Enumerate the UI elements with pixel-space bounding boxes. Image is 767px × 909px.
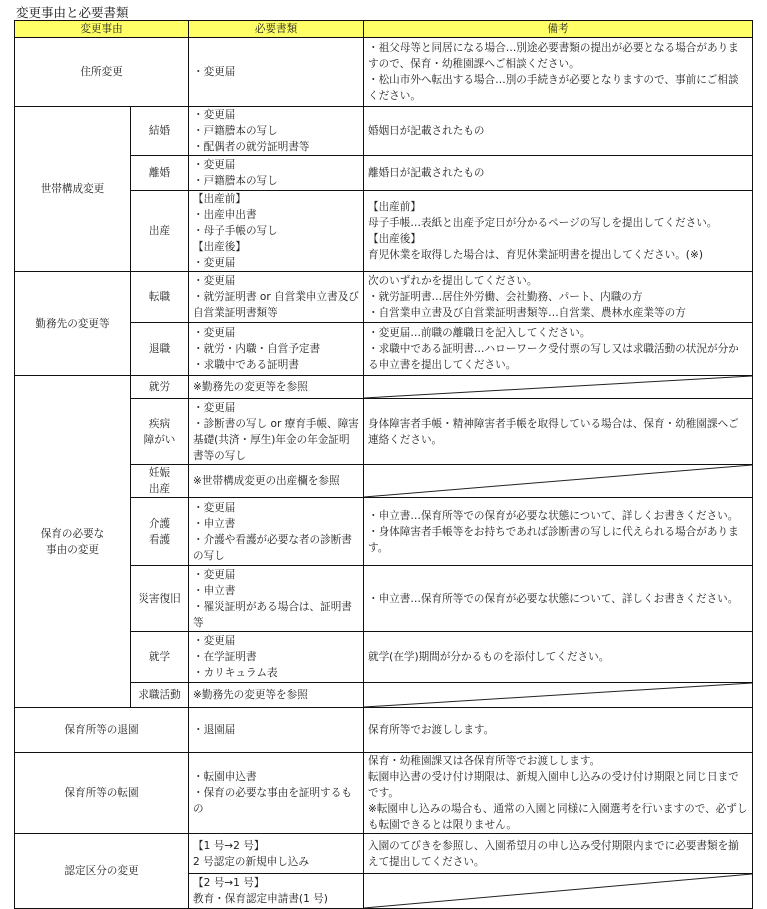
sub-reason-cell: 就学 [131, 632, 189, 683]
documents-cell [189, 834, 364, 874]
documents-cell [189, 399, 364, 465]
document-item: ・就労証明書 or 自営業申立書及び自営業証明書類等 [193, 291, 359, 319]
notes-cell [364, 272, 753, 323]
document-item: ・変更届 [193, 109, 236, 121]
sub-reason-cell: 就労 [131, 376, 189, 399]
table-row-transfer [15, 753, 753, 834]
document-item: ・変更届 [193, 501, 236, 514]
reason-cell: 世帯構成変更 [15, 107, 131, 272]
documents-cell [189, 191, 364, 272]
note-item: ・申立書…保育所等での保育が必要な状態について、詳しくお書きください。 [368, 592, 739, 605]
documents-cell [189, 632, 364, 683]
document-item: ・変更届 [193, 635, 236, 647]
notes-cell-empty [364, 376, 753, 399]
document-item: ※世帯構成変更の出産欄を参照 [193, 475, 340, 487]
document-item: 2 号認定の新規申し込み [193, 855, 310, 868]
note-item: 婚姻日が記載されたもの [368, 125, 485, 137]
document-item: ・変更届 [193, 401, 236, 414]
documents-cell [189, 376, 364, 399]
document-item: 【2 号→1 号】 [193, 877, 265, 889]
sub-reason-line: 介護 [148, 517, 171, 530]
note-item: ・身体障害者手帳等をお持ちであれば診断書の写しに代えられる場合があります。 [368, 525, 739, 554]
notes-cell [364, 399, 753, 465]
note-item: ・就労証明書…居住外労働、会社勤務、パート、内職の方 [368, 291, 643, 303]
table-row-cert-1-to-2 [15, 834, 753, 874]
note-item: 育児休業を取得した場合は、育児休業証明書を提出してください。(※) [368, 249, 703, 261]
document-item: ・申立書 [193, 584, 236, 597]
note-item: 転園申込書の受け付け期限は、新規入園申し込みの受け付け期限と同じ日までです。 [368, 771, 739, 799]
note-item: 保育・幼稚園課又は各保育所等でお渡しします。 [368, 755, 601, 767]
header-row [15, 21, 753, 38]
document-item: ・求職中である証明書 [193, 359, 299, 371]
note-item: 就学(在学)期間が分かるものを添付してください。 [368, 651, 610, 663]
document-item: ・変更届 [193, 66, 236, 78]
notes-cell [364, 834, 753, 874]
document-item: 【出産前】 [193, 193, 246, 205]
document-item: ・申立書 [193, 517, 236, 530]
note-item: 身体障害者手帳・精神障害者手帳を取得している場合は、保育・幼稚園課へご連絡ください。 [368, 417, 739, 446]
sub-reason-cell: 離婚 [131, 156, 189, 191]
notes-cell-empty [364, 465, 753, 498]
document-item: ・変更届 [193, 275, 236, 287]
table-row-withdrawal [15, 708, 753, 753]
header-notes: 備考 [364, 21, 753, 38]
note-item: 【出産後】 [368, 233, 421, 245]
document-item: ・カリキュラム表 [193, 667, 278, 679]
reason-cell [15, 376, 131, 708]
documents-cell [189, 498, 364, 566]
documents-cell [189, 465, 364, 498]
document-item: ・配偶者の就労証明書等 [193, 141, 310, 153]
reason-line: 保育の必要な [40, 527, 105, 540]
diagonal-strike [364, 874, 752, 908]
document-item: ・出産申出書 [193, 209, 257, 221]
documents-cell [189, 38, 364, 107]
note-item: 次のいずれかを提出してください。 [368, 275, 538, 287]
diagonal-strike [364, 683, 752, 707]
sub-reason-cell: 求職活動 [131, 683, 189, 708]
documents-cell [189, 272, 364, 323]
documents-cell [189, 156, 364, 191]
diagonal-strike [364, 465, 752, 497]
reason-cell: 保育所等の転園 [15, 753, 189, 834]
notes-cell [364, 708, 753, 753]
header-documents: 必要書類 [189, 21, 364, 38]
note-item: ・変更届…前職の離職日を記入してください。 [368, 327, 591, 339]
note-item: 【出産前】 [368, 201, 421, 213]
table-row-marriage [15, 107, 753, 156]
document-item: ・変更届 [193, 327, 236, 339]
sub-reason-cell [131, 465, 189, 498]
documents-cell [189, 708, 364, 753]
note-item: ・祖父母等と同居になる場合…別途必要書類の提出が必要となる場合がありますので、保育・幼稚園課へご相談ください。 [368, 42, 739, 70]
notes-cell [364, 107, 753, 156]
document-item: ・在学証明書 [193, 651, 257, 663]
sub-reason-line: 障がい [143, 433, 176, 446]
note-item: ・申立書…保育所等での保育が必要な状態について、詳しくお書きください。 [368, 509, 739, 522]
notes-cell [364, 38, 753, 107]
document-item: ・就労・内職・自営予定書 [193, 343, 321, 355]
sub-reason-cell: 転職 [131, 272, 189, 323]
document-item: ・母子手帳の写し [193, 225, 278, 237]
document-item: ・戸籍謄本の写し [193, 175, 278, 187]
table-row-work [15, 376, 753, 399]
reason-line: 事由の変更 [46, 543, 99, 556]
note-item: 保育所等でお渡しします。 [368, 724, 495, 736]
diagonal-strike [364, 376, 752, 398]
note-item: ・求職中である証明書…ハローワーク受付票の写し又は求職活動の状況が分かる申立書を提出してください。 [368, 343, 739, 371]
document-item: ・罹災証明がある場合は、証明書等 [193, 600, 352, 629]
reason-cell: 勤務先の変更等 [15, 272, 131, 376]
document-item: ※勤務先の変更等を参照 [193, 381, 308, 393]
table-row-job-change [15, 272, 753, 323]
documents-cell [189, 683, 364, 708]
document-item: ・戸籍謄本の写し [193, 125, 278, 137]
note-item: ※転園申し込みの場合も、通常の入園と同様に入園選考を行いますので、必ずしも転園できるとは限りません。 [368, 803, 748, 831]
document-item: ・変更届 [193, 159, 236, 171]
notes-cell [364, 566, 753, 632]
document-item: ・保育の必要な事由を証明するもの [193, 787, 352, 815]
document-item: 【1 号→2 号】 [193, 839, 265, 852]
sub-reason-cell: 結婚 [131, 107, 189, 156]
sub-reason-line: 出産 [148, 483, 171, 495]
sub-reason-cell [131, 498, 189, 566]
notes-cell [364, 753, 753, 834]
document-item: ※勤務先の変更等を参照 [193, 689, 308, 701]
documents-cell [189, 874, 364, 909]
note-item: 入園のてびきを参照し、入園希望月の申し込み受付期限内までに必要書類を揃えて提出してください。 [368, 839, 739, 868]
sub-reason-cell: 災害復旧 [131, 566, 189, 632]
document-item: ・転園申込書 [193, 771, 257, 783]
documents-cell [189, 566, 364, 632]
reason-cell: 住所変更 [15, 38, 189, 107]
document-item: ・変更届 [193, 257, 236, 269]
documents-cell [189, 323, 364, 376]
note-item: 母子手帳…表紙と出産予定日が分かるページの写しを提出してください。 [368, 217, 718, 229]
documents-cell [189, 107, 364, 156]
note-item: ・松山市外へ転出する場合…別の手続きが必要となりますので、事前にご相談ください。 [368, 74, 739, 102]
note-item: 離婚日が記載されたもの [368, 167, 485, 179]
table-row-address [15, 38, 753, 107]
notes-cell [364, 191, 753, 272]
sub-reason-line: 疾病 [148, 417, 171, 430]
sub-reason-line: 妊娠 [148, 467, 171, 479]
document-item: ・診断書の写し or 療育手帳、障害基礎(共済・厚生)年金の年金証明書等の写し [193, 417, 359, 462]
sub-reason-cell: 出産 [131, 191, 189, 272]
document-item: ・変更届 [193, 568, 236, 581]
notes-cell [364, 498, 753, 566]
documents-cell [189, 753, 364, 834]
sub-reason-line: 看護 [148, 533, 171, 546]
document-item: ・退園届 [193, 724, 236, 736]
sub-reason-cell [131, 399, 189, 465]
document-item: 教育・保育認定申請書(1 号) [193, 893, 328, 905]
notes-cell-empty [364, 874, 753, 909]
note-item: ・自営業申立書及び自営業証明書類等…自営業、農林水産業等の方 [368, 307, 686, 319]
reason-cell: 保育所等の退園 [15, 708, 189, 753]
notes-cell [364, 632, 753, 683]
notes-cell [364, 323, 753, 376]
reason-cell: 認定区分の変更 [15, 834, 189, 909]
header-reason: 変更事由 [15, 21, 189, 38]
page-title: 変更事由と必要書類 [16, 5, 129, 20]
document-item: ・介護や看護が必要な者の診断書の写し [193, 533, 352, 562]
notes-cell [364, 156, 753, 191]
change-reasons-table [14, 20, 753, 909]
notes-cell-empty [364, 683, 753, 708]
document-item: 【出産後】 [193, 241, 246, 253]
sub-reason-cell: 退職 [131, 323, 189, 376]
